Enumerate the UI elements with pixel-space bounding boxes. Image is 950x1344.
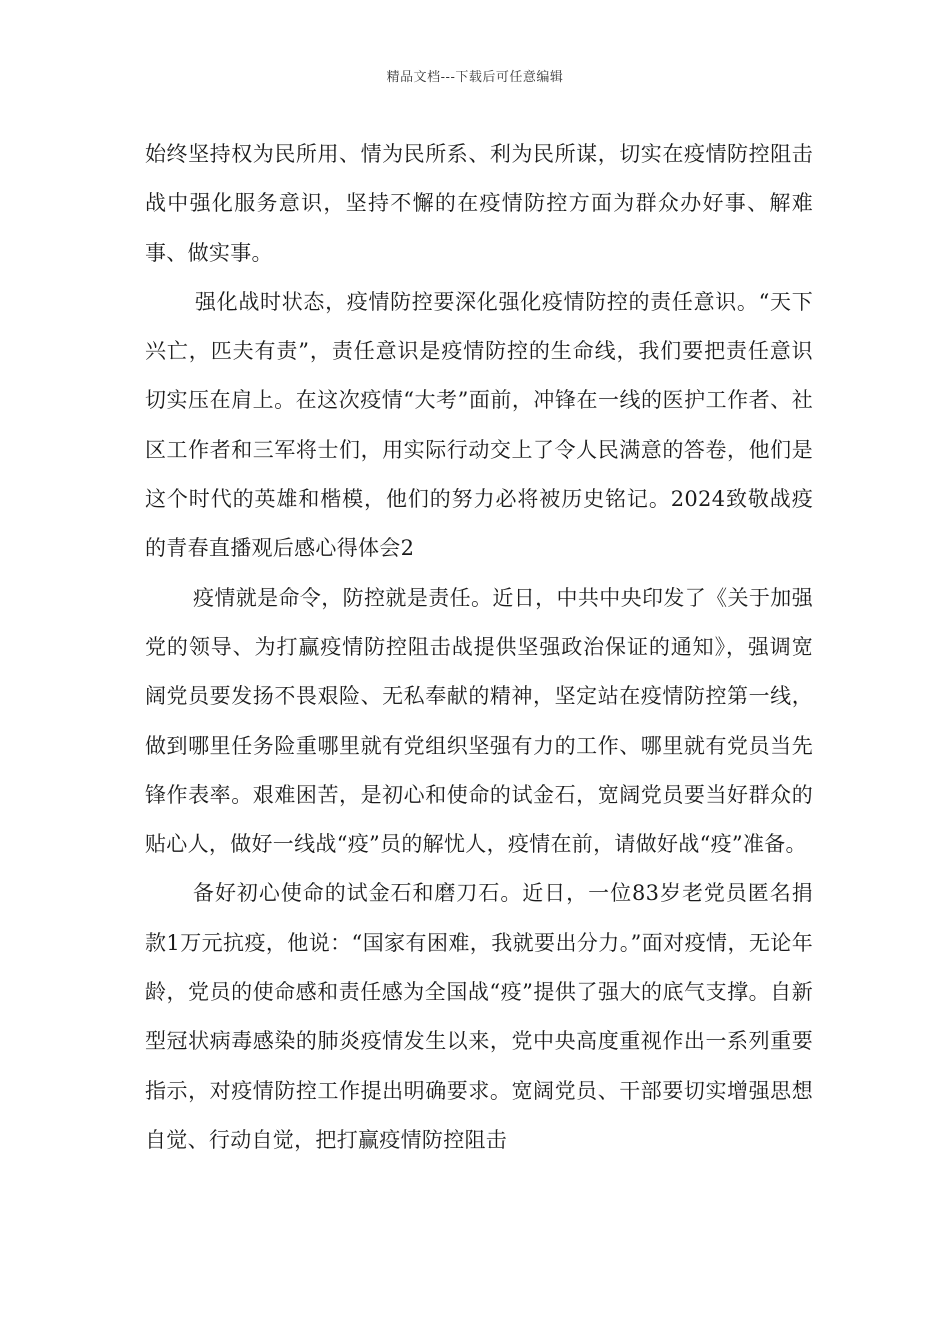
paragraph-2: 强化战时状态，疫情防控要深化强化疫情防控的责任意识。“天下兴亡，匹夫有责”，责任意识是疫情防控的生命线，我们要把责任意识切实压在肩上。在这次疫情“大考”面前，冲锋在一线的医护工作者、社区工作者和三军将士们，用实际行动交上了令人民满意的答卷，他们是这个时代的英雄和楷模，他们的努力必将被历史铭记。2024致敬战疫的青春直播观后感心得体会2: [145, 289, 813, 561]
document-body: [145, 130, 813, 1165]
paragraph-3: 疫情就是命令，防控就是责任。近日，中共中央印发了《关于加强党的领导、为打赢疫情防控阻击战提供坚强政治保证的通知》，强调宽阔党员要发扬不畏艰险、无私奉献的精神，坚定站在疫情防控第一线，做到哪里任务险重哪里就有党组织坚强有力的工作、哪里就有党员当先锋作表率。艰难困苦，是初心和使命的试金石，宽阔党员要当好群众的贴心人，做好一线战“疫”员的解忧人，疫情在前，请做好战“疫”准备。: [145, 585, 813, 857]
paragraph-4: 备好初心使命的试金石和磨刀石。近日，一位83岁老党员匿名捐款1万元抗疫，他说：“国家有困难，我就要出分力。”面对疫情，无论年龄，党员的使命感和责任感为全国战“疫”提供了强大的底气支撑。自新型冠状病毒感染的肺炎疫情发生以来，党中央高度重视作出一系列重要指示，对疫情防控工作提出明确要求。宽阔党员、干部要切实增强思想自觉、行动自觉，把打赢疫情防控阻击: [145, 881, 813, 1152]
page-header: 精品文档---下载后可任意编辑: [386, 70, 564, 85]
paragraph-1: 始终坚持权为民所用、情为民所系、利为民所谋，切实在疫情防控阻击战中强化服务意识，坚持不懈的在疫情防控方面为群众办好事、解难事、做实事。: [145, 142, 813, 265]
